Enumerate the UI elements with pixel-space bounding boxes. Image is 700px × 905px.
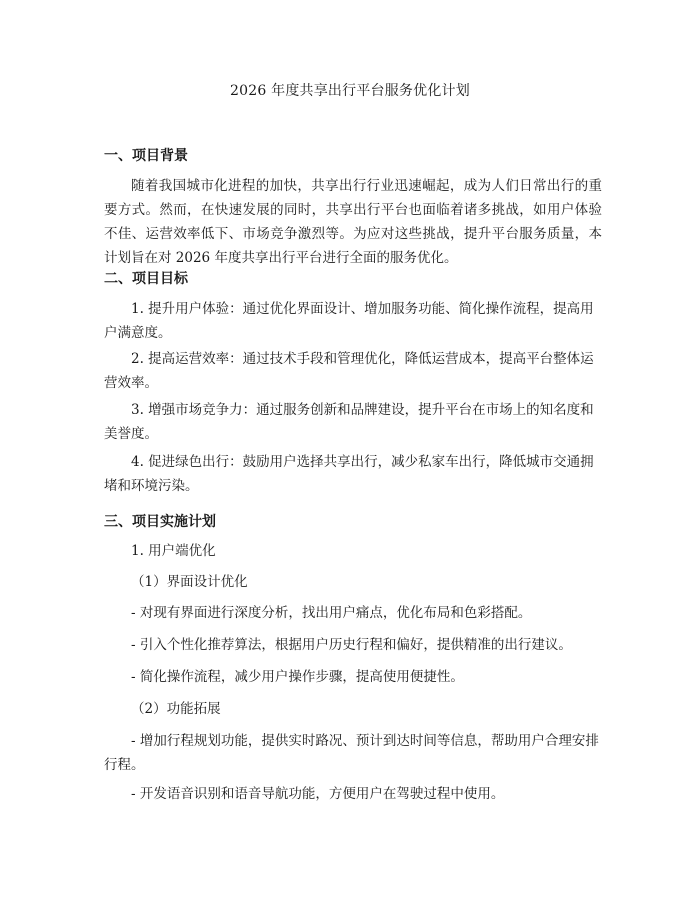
plan-bullet-a1: - 对现有界面进行深度分析，找出用户痛点，优化布局和色彩搭配。	[131, 605, 532, 621]
goal-item-4: 4. 促进绿色出行：鼓励用户选择共享出行，减少私家车出行，降低城市交通拥堵和环境污染。	[104, 454, 594, 494]
section-heading-plan: 三、项目实施计划	[104, 514, 216, 530]
plan-bullet-b2: - 开发语音识别和语音导航功能，方便用户在驾驶过程中使用。	[131, 786, 505, 802]
plan-subheading-ui-design: （1）界面设计优化	[131, 574, 248, 590]
background-paragraph: 随着我国城市化进程的加快，共享出行行业迅速崛起，成为人们日常出行的重要方式。然而，在快速发展的同时，共享出行平台也面临着诸多挑战，如用户体验不佳、运营效率低下、市场竞争激烈等。为应对这些挑战，提升平台服务质量，本计划旨在对 2026 年度共享出行平台进行全面的服务优化。	[104, 178, 602, 266]
goal-item-2: 2. 提高运营效率：通过技术手段和管理优化，降低运营成本，提高平台整体运营效率。	[104, 351, 594, 391]
plan-subheading-features: （2）功能拓展	[131, 701, 221, 717]
goal-item-1: 1. 提升用户体验：通过优化界面设计、增加服务功能、简化操作流程，提高用户满意度。	[104, 301, 594, 341]
goal-item-3: 3. 增强市场竞争力：通过服务创新和品牌建设，提升平台在市场上的知名度和美誉度。	[104, 402, 594, 442]
section-heading-goals: 二、项目目标	[104, 271, 188, 287]
document-title: 2026 年度共享出行平台服务优化计划	[230, 83, 470, 99]
plan-bullet-a3: - 简化操作流程，减少用户操作步骤，提高使用便捷性。	[131, 669, 464, 685]
section-heading-background: 一、项目背景	[104, 148, 188, 164]
plan-bullet-b1: - 增加行程规划功能，提供实时路况、预计到达时间等信息，帮助用户合理安排行程。	[104, 733, 599, 773]
plan-bullet-a2: - 引入个性化推荐算法，根据用户历史行程和偏好，提供精准的出行建议。	[131, 637, 572, 653]
plan-subheading-user-side: 1. 用户端优化	[131, 543, 216, 559]
